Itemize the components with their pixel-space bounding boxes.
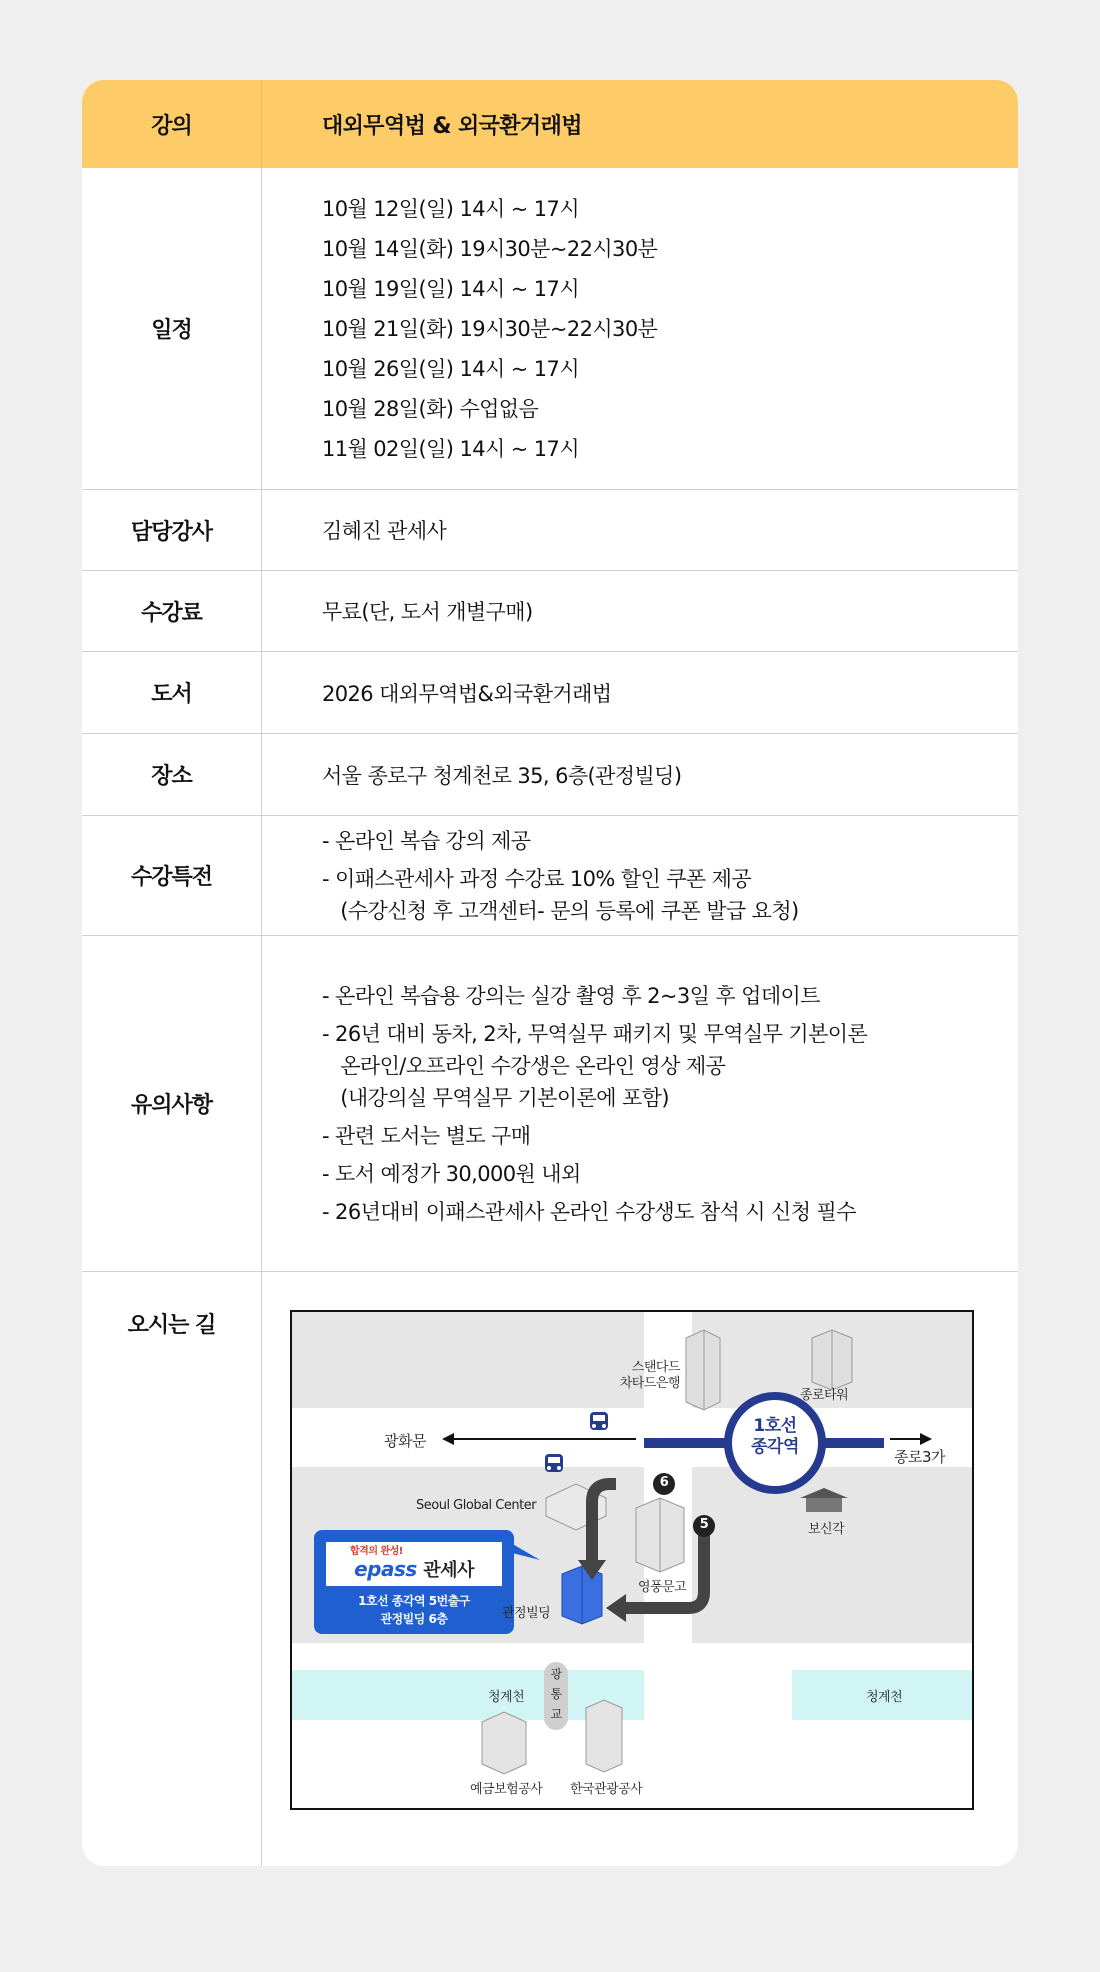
callout-line1: 1호선 종각역 5번출구 [358, 1594, 470, 1608]
label-kto: 한국관광공사 [570, 1782, 643, 1797]
schedule-item: 10월 14일(화) 19시30분~22시30분 [322, 236, 658, 261]
station-name: 1호선 종각역 [751, 1416, 799, 1457]
benefit-item: - 이패스관세사 과정 수강료 10% 할인 쿠폰 제공 (수강신청 후 고객센터- 문의 등록에 쿠폰 발급 요청) [322, 866, 799, 923]
location-map [290, 1310, 974, 1810]
label-standard-chartered: 스탠다드 차타드은행 [619, 1360, 680, 1391]
dest-jongno3ga: 종로3가 [894, 1448, 946, 1466]
station-marker [728, 1396, 822, 1490]
label-bosingak: 보신각 [808, 1522, 845, 1537]
place-label: 장소 [82, 734, 262, 815]
kdic-building-icon [482, 1712, 526, 1774]
place-value: 서울 종로구 청계천로 35, 6층(관정빌딩) [322, 763, 682, 788]
schedule-item: 10월 28일(화) 수업없음 [322, 396, 539, 421]
fee-value: 무료(단, 도서 개별구매) [322, 600, 533, 624]
standard-chartered-building-icon [686, 1330, 720, 1410]
label-stream-west: 청계천 [488, 1690, 525, 1705]
note-item: - 관련 도서는 별도 구매 [322, 1123, 531, 1148]
course-title: 대외무역법 & 외국환거래법 [322, 113, 582, 139]
epass-logo [326, 1542, 502, 1586]
fee-label: 수강료 [82, 571, 262, 651]
course-row [82, 80, 1018, 168]
arrow-west-head [442, 1433, 454, 1445]
benefit-item: - 온라인 복습 강의 제공 [322, 828, 531, 853]
bus-icon [590, 1412, 608, 1430]
notes-list [322, 936, 998, 1271]
callout-line2: 관정빌딩 6층 [380, 1612, 448, 1626]
note-item: - 온라인 복습용 강의는 실강 촬영 후 2~3일 후 업데이트 [322, 983, 820, 1008]
label-kdic: 예금보험공사 [470, 1782, 543, 1797]
schedule-item: 10월 26일(일) 14시 ~ 17시 [322, 356, 579, 381]
instructor-label: 담당강사 [82, 490, 262, 570]
lecture-info-table [82, 80, 1018, 1866]
book-label: 도서 [82, 652, 262, 733]
gwanjeong-building-icon [562, 1566, 602, 1624]
bus-icon [545, 1454, 563, 1472]
exit-6-badge [653, 1473, 675, 1495]
label-seoul-global-center: Seoul Global Center [416, 1498, 537, 1513]
book-value: 2026 대외무역법&외국환거래법 [322, 681, 612, 706]
schedule-item: 10월 12일(일) 14시 ~ 17시 [322, 196, 579, 221]
label-youngpoong: 영풍문고 [638, 1580, 687, 1595]
exit-5-badge [693, 1515, 715, 1537]
fee-row [82, 571, 1018, 652]
label-bridge: 광 통 교 [550, 1667, 562, 1721]
benefits-label: 수강특전 [82, 816, 262, 935]
callout-slogan: 합격의 완성! [350, 1546, 403, 1557]
youngpoong-building-icon [636, 1498, 684, 1572]
notes-label: 유의사항 [82, 936, 262, 1271]
book-row [82, 652, 1018, 734]
label-stream-east: 청계천 [866, 1690, 903, 1705]
note-item: - 26년대비 이패스관세사 온라인 수강생도 참석 시 신청 필수 [322, 1199, 856, 1224]
notes-row [82, 936, 1018, 1272]
schedule-item: 10월 21일(화) 19시30분~22시30분 [322, 316, 658, 341]
label-jongno-tower: 종로타워 [800, 1388, 849, 1403]
place-row [82, 734, 1018, 816]
note-item: - 도서 예정가 30,000원 내외 [322, 1161, 581, 1186]
note-item: - 26년 대비 동차, 2차, 무역실무 패키지 및 무역실무 기본이론 온라인/오프라인 수강생은 온라인 영상 제공 (내강의실 무역실무 기본이론에 포함) [322, 1021, 868, 1110]
schedule-row [82, 168, 1018, 490]
epass-logo-text: epass 관세사 [354, 1557, 474, 1581]
dest-gwanghwamun: 광화문 [384, 1432, 426, 1450]
arrow-east-head [920, 1433, 932, 1445]
jongno-tower-building-icon [812, 1330, 852, 1390]
exit-5-number: 5 [699, 1517, 709, 1532]
stream-east [792, 1670, 972, 1720]
schedule-item: 11월 02일(일) 14시 ~ 17시 [322, 436, 579, 461]
kto-building-icon [586, 1700, 622, 1772]
schedule-item: 10월 19일(일) 14시 ~ 17시 [322, 276, 579, 301]
schedule-label: 일정 [82, 168, 262, 489]
directions-label: 오시는 길 [82, 1272, 262, 1866]
label-gwanjeong: 관정빌딩 [502, 1606, 551, 1621]
instructor-row [82, 490, 1018, 571]
exit-6-number: 6 [659, 1475, 669, 1490]
directions-row [82, 1272, 1018, 1866]
bridge [544, 1662, 568, 1730]
block-nw [292, 1312, 644, 1408]
benefits-row [82, 816, 1018, 936]
schedule-list [322, 168, 998, 489]
benefits-list [322, 816, 998, 935]
course-label: 강의 [82, 80, 262, 168]
instructor-value: 김혜진 관세사 [322, 519, 447, 543]
